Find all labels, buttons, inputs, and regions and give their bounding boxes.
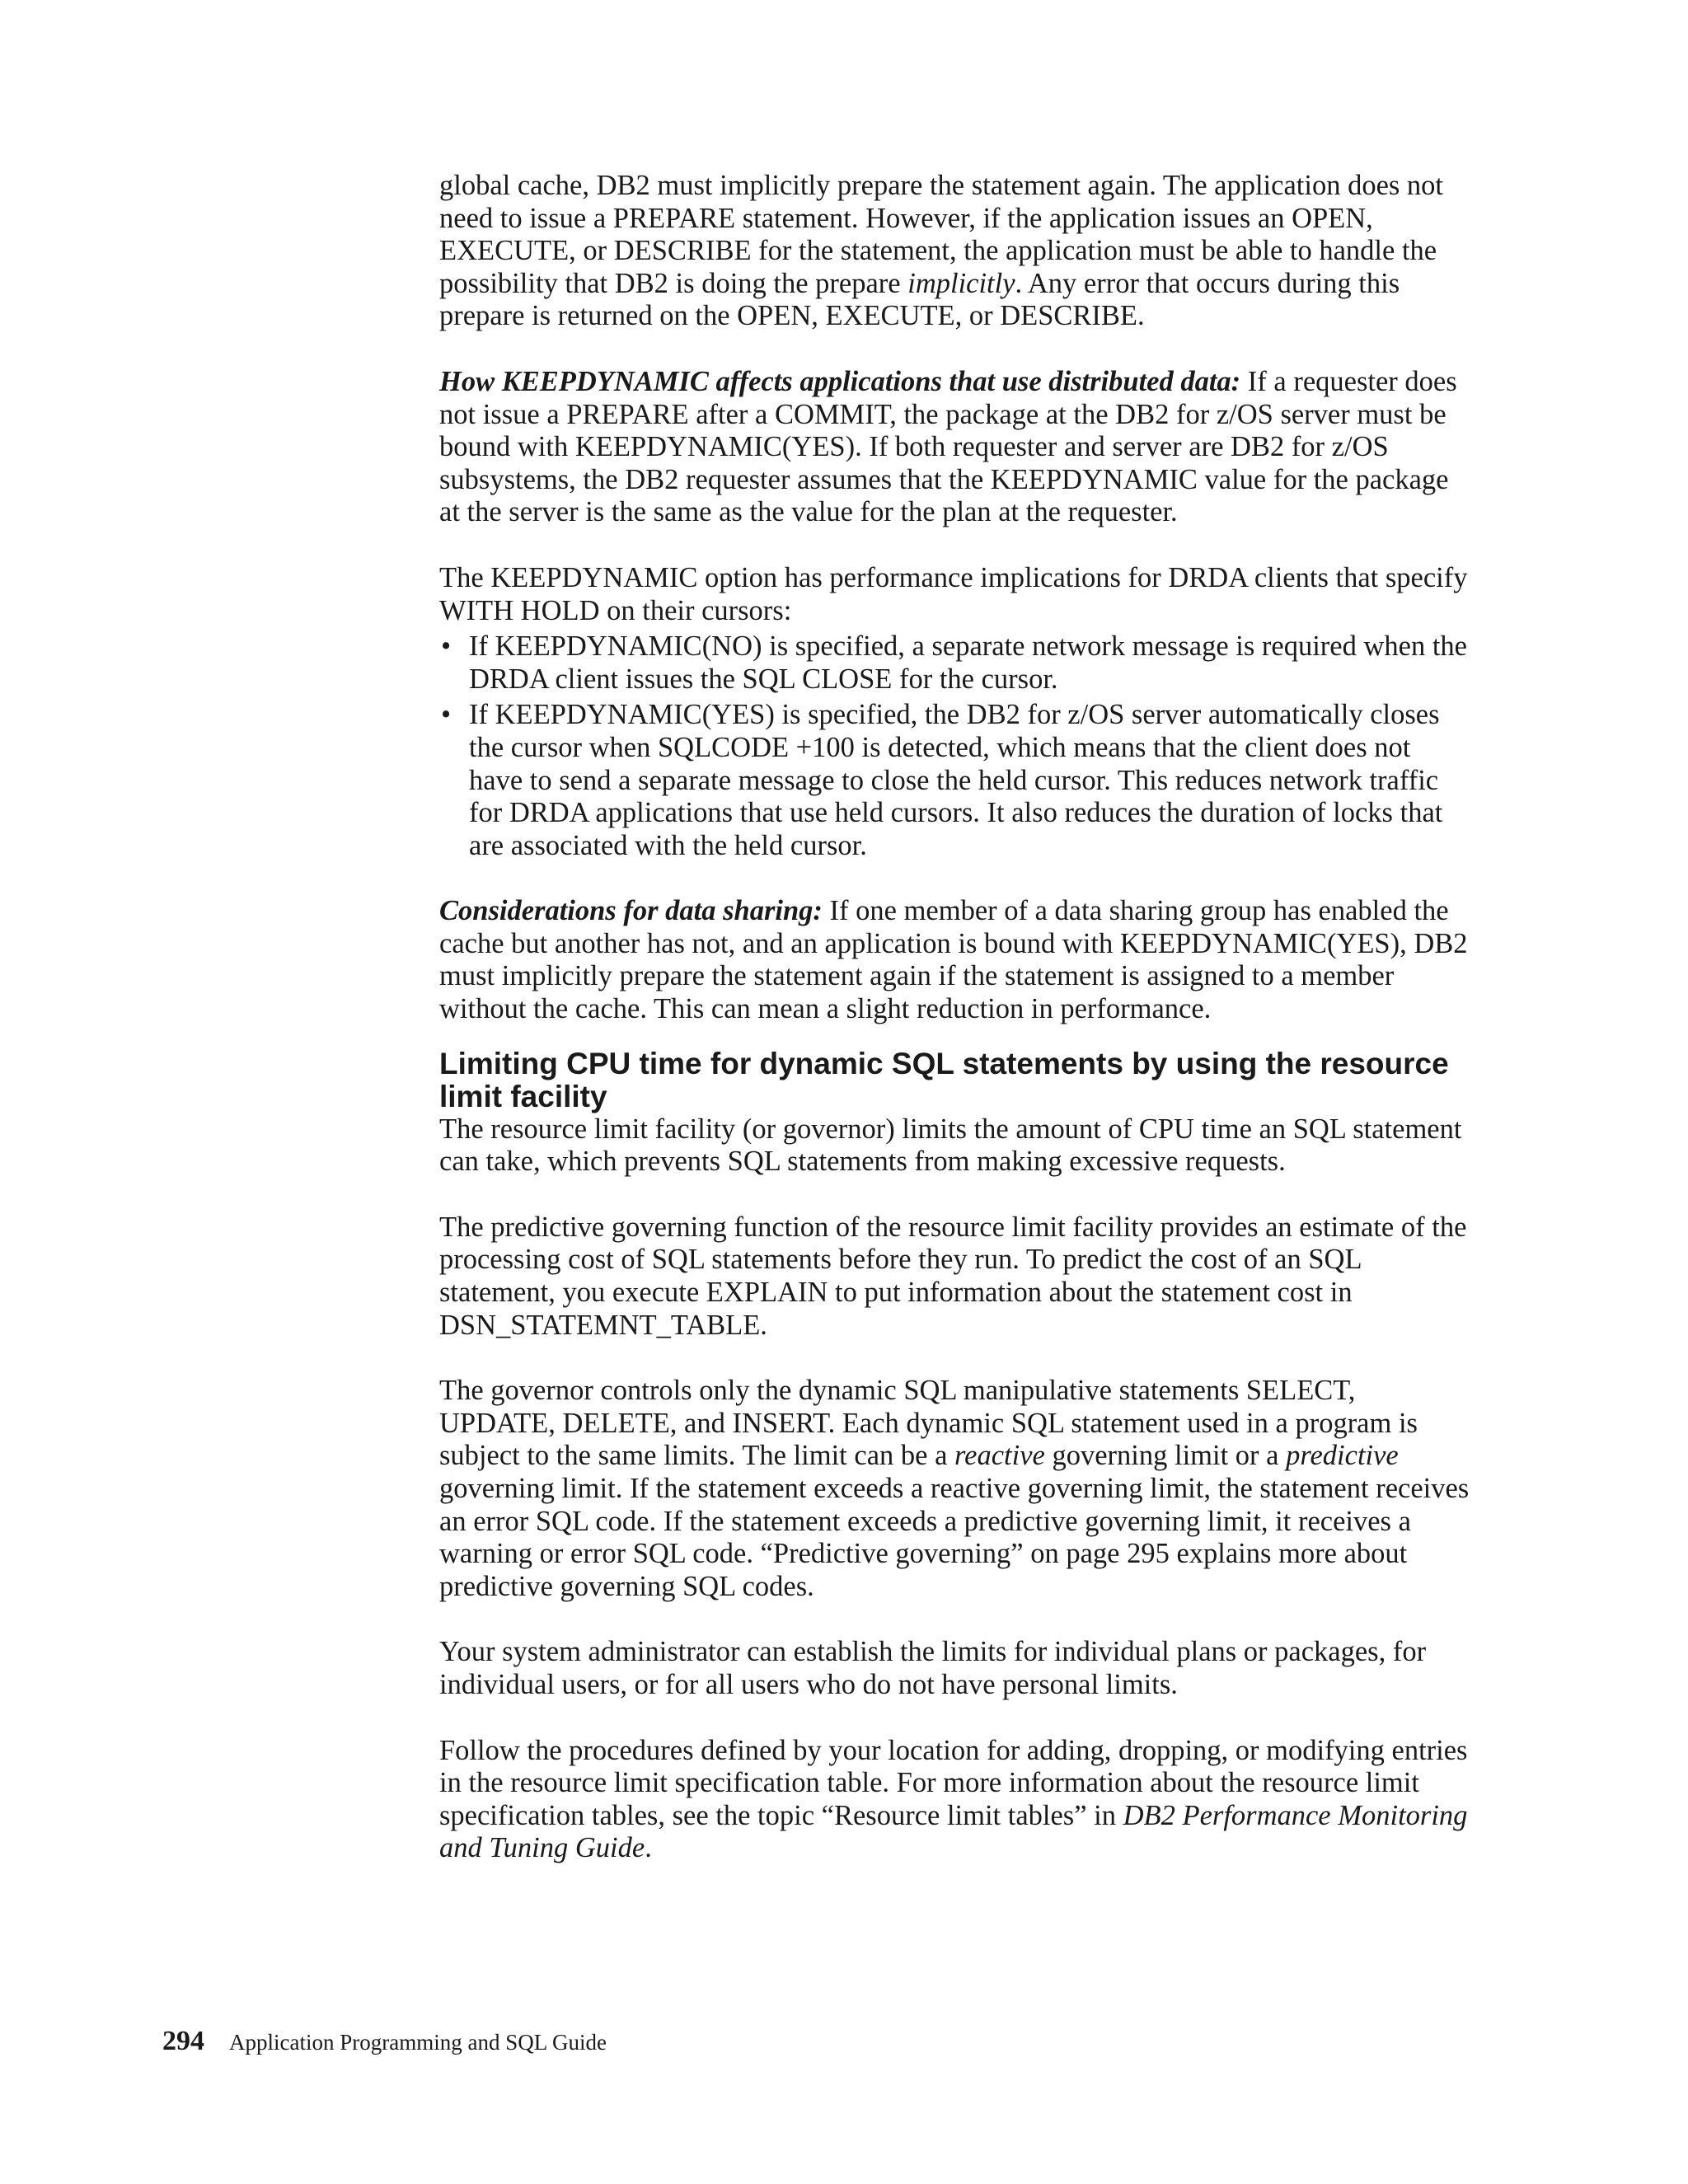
text-run: . Any error that occurs during this prepare is returned on the OPEN, EXECUTE, or DESCRIBE. — [439, 267, 1400, 332]
page-footer — [162, 2026, 607, 2057]
text-run: If one member of a data sharing group has enabled the cache but another has not, and an application is bound with KEEPDYNAMIC(YES), DB2 must implicitly prepare the statement again if the statement is assigned to a member without the cache. This can mean a slight reduction in performance. — [439, 895, 1468, 1025]
page-body — [439, 170, 1470, 1865]
paragraph-governor-intro: The resource limit facility (or governor) limits the amount of CPU time an SQL statement can take, which prevents SQL statements from making excessive requests. — [439, 1113, 1462, 1178]
list-item-text: If KEEPDYNAMIC(NO) is specified, a separate network message is required when the DRDA client issues the SQL CLOSE for the cursor. — [469, 630, 1467, 695]
text-run: If a requester does not issue a PREPARE after a COMMIT, the package at the DB2 for z/OS server must be bound with KEEPDYNAMIC(YES). If both requester and server are DB2 for z/OS subsystems, the DB2 requester assumes that the KEEPDYNAMIC value for the package at the server is the same as the value for the plan at the requester. — [439, 365, 1457, 528]
paragraph-keepdynamic-drda: The KEEPDYNAMIC option has performance implications for DRDA clients that specify WITH HOLD on their cursors: — [439, 561, 1468, 626]
footer-book-title: Application Programming and SQL Guide — [229, 2030, 607, 2055]
bullet-marker: • — [441, 699, 452, 731]
paragraph-data-sharing — [439, 895, 1470, 1025]
emphasis-text: implicitly — [907, 267, 1015, 299]
section-heading: Limiting CPU time for dynamic SQL statements by using the resource limit facility — [439, 1046, 1449, 1113]
run-in-heading: Considerations for data sharing: — [439, 895, 823, 927]
page-number: 294 — [162, 2026, 204, 2056]
bullet-marker: • — [441, 630, 452, 663]
run-in-heading: How KEEPDYNAMIC affects applications that use distributed data: — [439, 365, 1241, 397]
list-item — [439, 699, 1470, 862]
paragraph-predictive-governing: The predictive governing function of the resource limit facility provides an estimate of the processing cost of SQL statements before they run. To predict the cost of an SQL statement, you execute EXPLAIN to put information about the statement cost in DSN_STATEMNT_TABLE. — [439, 1211, 1467, 1341]
paragraph-system-administrator: Your system administrator can establish the limits for individual plans or packages, for individual users, or for all users who do not have personal limits. — [439, 1636, 1427, 1700]
text-run: global cache, DB2 must implicitly prepare the statement again. The application does not need to issue a PREPARE statement. However, if the application issues an OPEN, EXECUTE, or DESCRIBE for the statement, the application must be able to handle the possibility that DB2 is doing the prepare — [439, 170, 1444, 299]
paragraph-keepdynamic-distributed — [439, 366, 1470, 529]
text-run: Follow the procedures defined by your location for adding, dropping, or modifying entries in the resource limit specification table. For more information about the resource limit specification tables, see the topic “Resource limit tables” in — [439, 1734, 1468, 1831]
text-run: governing limit. If the statement exceeds a reactive governing limit, the statement receives an error SQL code. If the statement exceeds a predictive governing limit, it receives a warning or error SQL code. “Predictive governing” on page 295 explains more about predictive governing SQL codes. — [439, 1473, 1470, 1602]
book-title-reference: DB2 Performance Monitoring and Tuning Guide — [439, 1799, 1468, 1864]
list-item-text: If KEEPDYNAMIC(YES) is specified, the DB2 for z/OS server automatically closes the cursor when SQLCODE +100 is detected, which means that the client does not have to send a separate message to close the held cursor. This reduces network traffic for DRDA applications that use held cursors. It also reduces the duration of locks that are associated with the held cursor. — [469, 699, 1443, 861]
list-item — [439, 630, 1470, 696]
text-run: The governor controls only the dynamic SQL manipulative statements SELECT, UPDATE, DELETE, and INSERT. Each dynamic SQL statement used in a program is subject to the same limits. The limit can be a — [439, 1375, 1418, 1472]
emphasis-text: predictive — [1286, 1440, 1399, 1472]
paragraph-global-cache — [439, 170, 1470, 333]
text-run: governing limit or a — [1044, 1440, 1287, 1472]
bullet-list — [439, 630, 1470, 862]
paragraph-procedures — [439, 1735, 1470, 1865]
paragraph-governor-controls — [439, 1375, 1470, 1603]
emphasis-text: reactive — [954, 1440, 1045, 1472]
text-run: . — [645, 1832, 652, 1864]
